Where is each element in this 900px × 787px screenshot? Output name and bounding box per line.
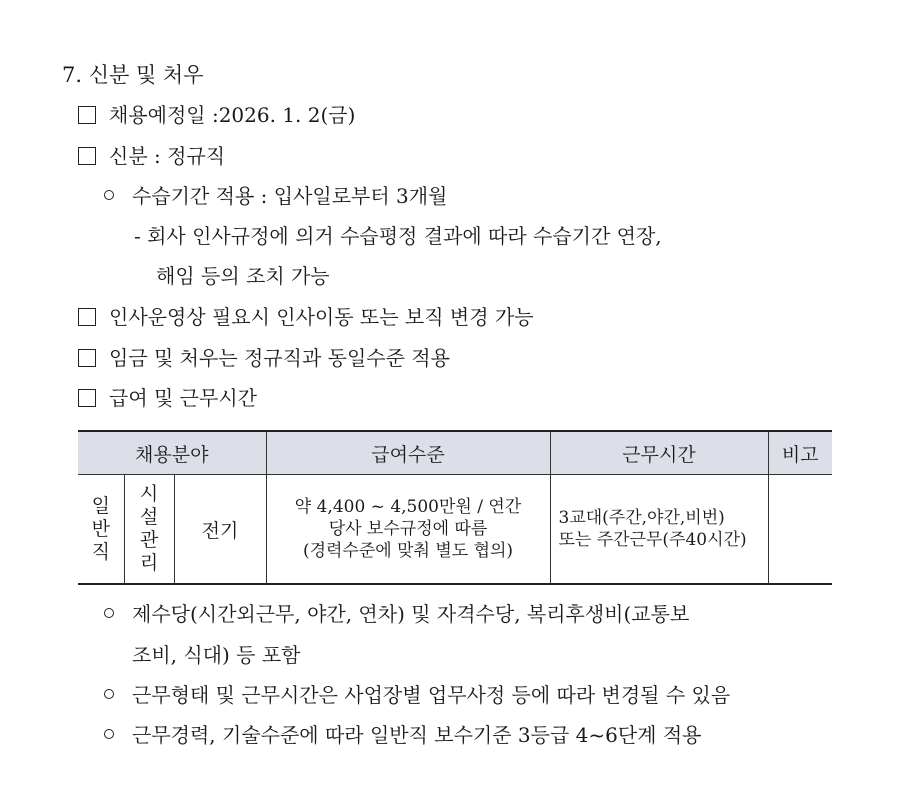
allowances-item xyxy=(104,601,689,627)
transfer-item xyxy=(78,304,534,330)
work-type-text: 근무형태 및 근무시간은 사업장별 업무사정 등에 따라 변경될 수 있음 xyxy=(132,683,731,707)
header-salary: 급여수준 xyxy=(266,431,550,475)
salary-line1: 약 4,400 ~ 4,500만원 / 연간 xyxy=(294,497,522,517)
category-char: 직 xyxy=(91,540,110,563)
bullet-circle-icon xyxy=(104,608,114,618)
wages-text: 임금 및 처우는 정규직과 동일수준 적용 xyxy=(109,346,450,370)
subcategory-char: 관 xyxy=(139,529,159,551)
category-char: 반 xyxy=(91,517,110,540)
subcategory-char: 시 xyxy=(139,483,159,505)
category-cell xyxy=(78,475,124,585)
category-char: 일 xyxy=(91,494,110,517)
job-cell: 전기 xyxy=(174,475,266,585)
checkbox-square-icon xyxy=(78,389,96,407)
allowances-text-line1: 제수당(시간외근무, 야간, 연차) 및 자격수당, 복리후생비(교통보 xyxy=(132,602,690,626)
table-row xyxy=(78,475,832,585)
checkbox-square-icon xyxy=(78,106,96,124)
header-note: 비고 xyxy=(768,431,832,475)
salary-line3: (경력수준에 맞춰 별도 협의) xyxy=(302,541,514,561)
table-header-row xyxy=(78,431,832,475)
wages-item xyxy=(78,345,450,371)
bullet-circle-icon xyxy=(104,729,114,739)
note-cell xyxy=(768,475,832,585)
start-date-item xyxy=(78,102,355,128)
pay-hours-item xyxy=(78,385,257,411)
header-field: 채용분야 xyxy=(78,431,266,475)
section-title: 7. 신분 및 처우 xyxy=(62,63,204,87)
status-text: 신분 : 정규직 xyxy=(109,144,226,168)
bullet-circle-icon xyxy=(104,689,114,699)
salary-cell xyxy=(266,475,550,585)
checkbox-square-icon xyxy=(78,349,96,367)
subcategory-char: 설 xyxy=(139,506,159,528)
start-date-text: 채용예정일 :2026. 1. 2(금) xyxy=(109,103,356,127)
header-hours: 근무시간 xyxy=(550,431,768,475)
subcategory-char: 리 xyxy=(139,552,159,574)
allowances-text-line2: 조비, 식대) 등 포함 xyxy=(132,643,301,667)
experience-item xyxy=(104,722,701,748)
probation-note-line1: - 회사 인사규정에 의거 수습평정 결과에 따라 수습기간 연장, xyxy=(134,224,662,248)
probation-text: 수습기간 적용 : 입사일로부터 3개월 xyxy=(132,184,448,208)
experience-text: 근무경력, 기술수준에 따라 일반직 보수기준 3등급 4~6단계 적용 xyxy=(132,723,702,747)
probation-item xyxy=(104,183,447,209)
salary-line2: 당사 보수규정에 따름 xyxy=(328,519,488,539)
pay-table xyxy=(78,430,832,585)
probation-note-line2: 해임 등의 조치 가능 xyxy=(156,264,330,288)
transfer-text: 인사운영상 필요시 인사이동 또는 보직 변경 가능 xyxy=(109,305,534,329)
status-item xyxy=(78,143,225,169)
bullet-circle-icon xyxy=(104,190,114,200)
hours-line1: 3교대(주간,야간,비번) xyxy=(558,508,725,528)
pay-hours-text: 급여 및 근무시간 xyxy=(109,386,257,410)
subcategory-cell xyxy=(124,475,174,585)
checkbox-square-icon xyxy=(78,147,96,165)
hours-line2: 또는 주간근무(주40시간) xyxy=(558,530,747,550)
work-type-item xyxy=(104,682,730,708)
hours-cell xyxy=(550,475,768,585)
checkbox-square-icon xyxy=(78,308,96,326)
